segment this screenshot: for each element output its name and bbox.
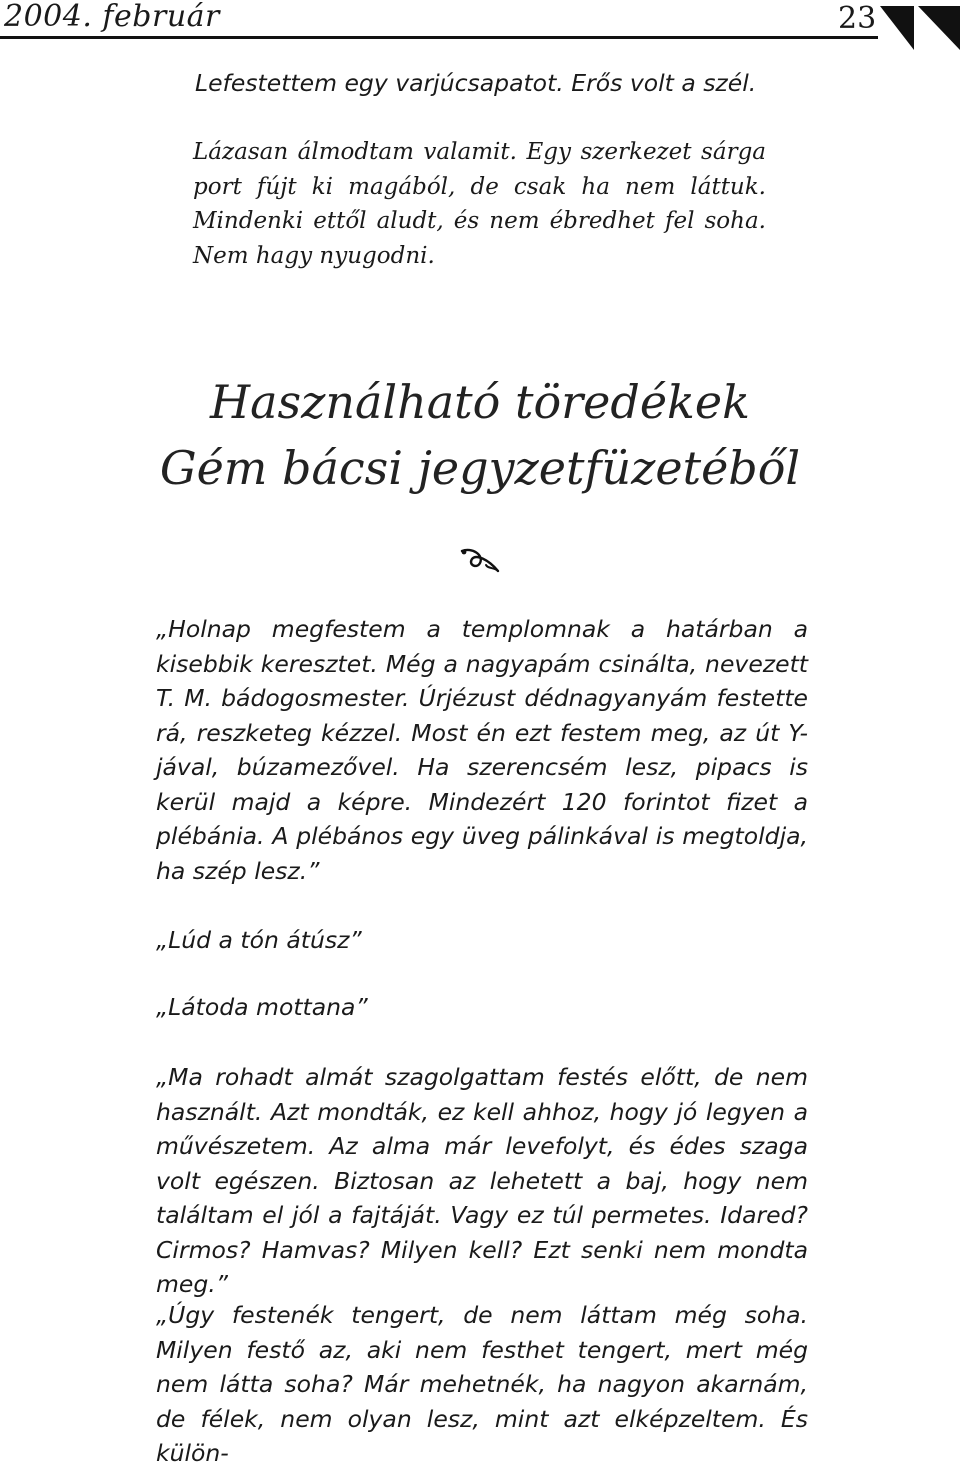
intro-line: Lefestettem egy varjúcsapatot. Erős volt a szél. bbox=[195, 69, 757, 97]
fragment-paragraph-2: „Ma rohadt almát szagolgattam festés előtt, de nem használt. Azt mondták, ez kell ahhoz, hogy jó legyen a művészetem. Az alma már levefolyt, és édes szaga volt egészen. Biztosan az lehetett a baj, hogy nem találtam el jól a fajtáját. Vagy ez túl permetes. Idared? Cirmos? Hamvas? Milyen kell? Ezt senki nem mondta meg.” bbox=[156, 1063, 808, 1298]
fragment-quote-1: „Lúd a tón átúsz” bbox=[156, 926, 362, 954]
header-rule bbox=[0, 36, 878, 39]
fragment-paragraph-1: „Holnap megfestem a templomnak a határban a kisebbik keresztet. Még a nagyapám csinálta, nevezett T. M. bádogosmester. Úrjézust dédnagyanyám festette rá, reszketeg kézzel. Most én ezt festem meg, az út Y-jával, búzamezővel. Ha szerencsém lesz, pipacs is kerül majd a képre. Mindezért 120 forintot fizet a plébánia. A plébános egy üveg pálinkával is megtoldja, ha szép lesz.” bbox=[156, 615, 808, 885]
fragment-paragraph-3: „Úgy festenék tengert, de nem láttam még soha. Milyen festő az, aki nem festhet tengert, mert még nem látta soha? Már mehetnék, ha nagyon akarnám, de félek, nem olyan lesz, mint azt elképzeltem. És külön- bbox=[156, 1301, 808, 1467]
section-title-line1: Használható töredékek bbox=[209, 375, 751, 429]
fleuron-ornament-icon bbox=[458, 545, 502, 575]
page-number: 23 bbox=[838, 1, 877, 36]
section-title-line2: Gém bácsi jegyzetfüzetéből bbox=[159, 441, 801, 495]
corner-tab-icon bbox=[880, 6, 960, 50]
intro-paragraph: Lázasan álmodtam valamit. Egy szerkezet sárga port fújt ki magából, de csak ha nem láttuk. Mindenki ettől aludt, és nem ébredhet fel soha. Nem hagy nyugodni. bbox=[193, 139, 766, 269]
fragment-quote-2: „Látoda mottana” bbox=[156, 993, 368, 1021]
running-header-date: 2004. február bbox=[4, 0, 220, 34]
